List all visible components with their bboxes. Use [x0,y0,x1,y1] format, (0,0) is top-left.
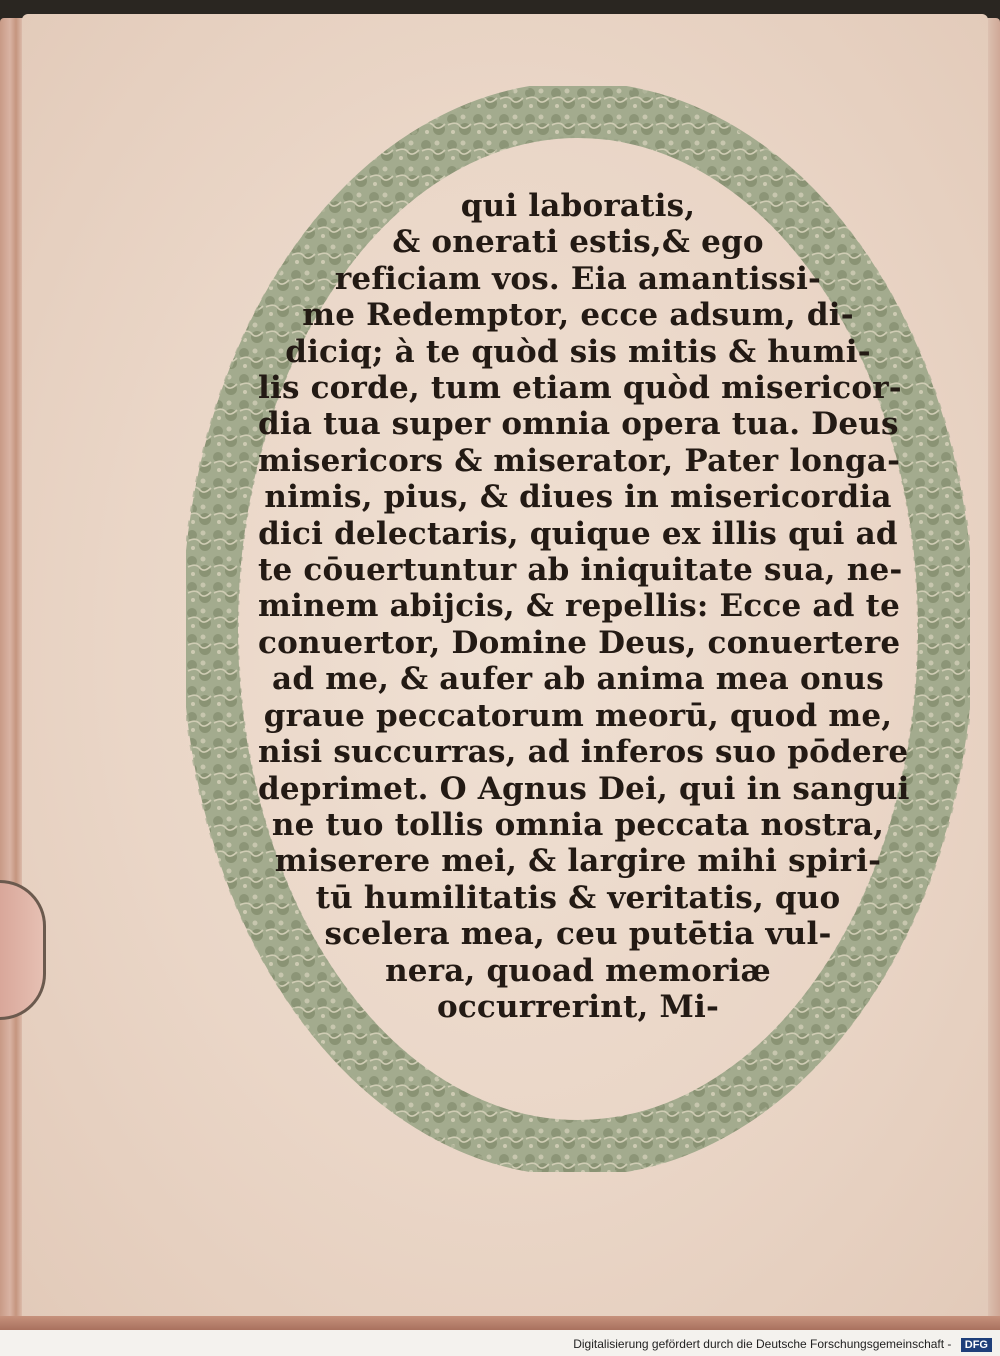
text-line: te cōuertuntur ab iniquitate sua, ne- [258,552,903,589]
text-line: me Redemptor, ecce adsum, di- [302,297,854,334]
text-line: nisi succurras, ad inferos suo pōdere [258,734,909,771]
text-line: & onerati estis,& ego [392,224,764,261]
text-line: ad me, & aufer ab anima mea onus [272,661,884,698]
text-line: qui laboratis, [460,188,696,224]
text-line: tū humilitatis & veritatis, quo [315,879,841,916]
text-line: diciq; à te quòd sis mitis & humi- [285,333,871,370]
text-line: graue peccatorum meorū, quod me, [263,697,893,734]
text-line: dici delectaris, quique ex illis qui ad [258,515,898,552]
funding-credit-text: Digitalisierung gefördert durch die Deutsche Forschungsgemeinschaft - [573,1337,952,1351]
text-line: nera, quoad memoriæ [385,952,771,989]
text-line: lis corde, tum etiam quòd misericor- [258,370,902,407]
text-line: ne tuo tollis omnia peccata nostra, [271,806,885,843]
text-line: nimis, pius, & diues in misericordia [264,479,892,516]
latin-prayer-text [258,188,910,1025]
text-line: conuertor, Domine Deus, conuertere [258,624,901,661]
text-line: misericors & miserator, Pater longa- [258,442,901,479]
text-line: dia tua super omnia opera tua. Deus [258,406,899,443]
page-bottom-edge [0,1316,1000,1330]
dfg-logo: DFG [961,1338,992,1352]
text-line: scelera mea, ceu putētia vul- [324,916,832,953]
footer-credit [0,1334,992,1354]
text-line: minem abijcis, & repellis: Ecce ad te [258,588,901,625]
text-line: deprimet. O Agnus Dei, qui in sangui [258,770,910,807]
text-line: reficiam vos. Eia amantissi- [334,260,822,297]
text-line: miserere mei, & largire mihi spiri- [274,843,882,880]
text-line: occurrerint, Mi- [436,988,720,1025]
